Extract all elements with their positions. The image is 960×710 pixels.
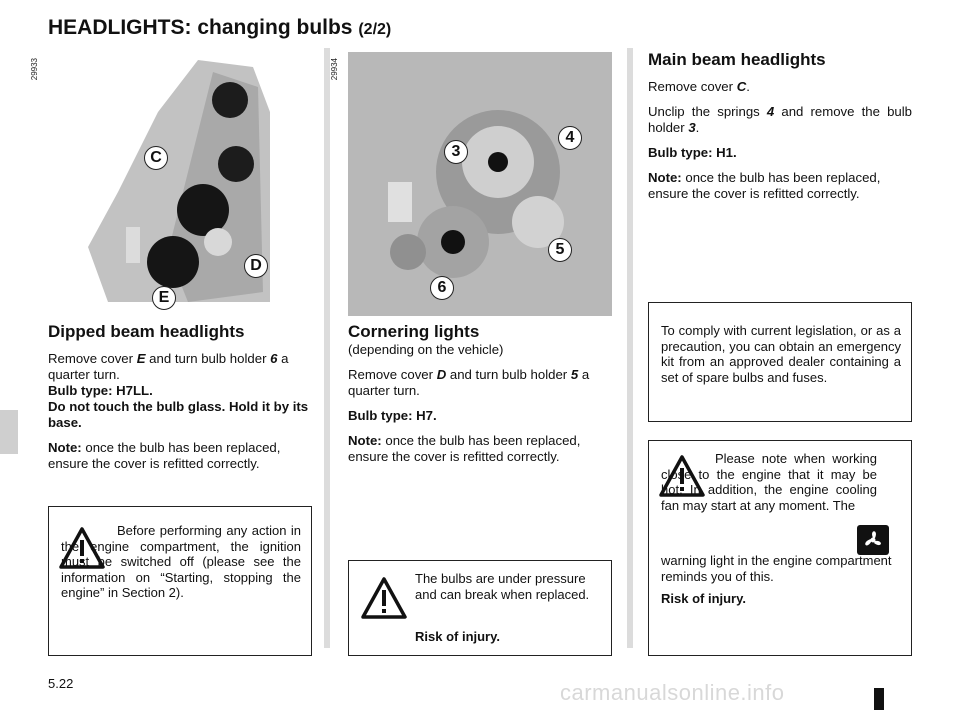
- section-tab: [0, 410, 18, 454]
- emergency-kit-box: [648, 302, 912, 422]
- page-title: HEADLIGHTS: changing bulbs (2/2): [48, 16, 392, 39]
- callout-3: 3: [444, 140, 468, 164]
- box-text: To comply with current legislation, or as a precaution, you can obtain an emergency kit from an approved dealer containing a set of spare bulbs and fuses.: [661, 323, 901, 385]
- cooling-fan-icon: [857, 525, 889, 555]
- section-heading: Dipped beam headlights: [48, 322, 245, 341]
- image-code: 29933: [30, 58, 39, 81]
- bulb-type: Bulb type: H7.: [348, 408, 437, 423]
- callout-6: 6: [430, 276, 454, 300]
- column-divider: [627, 48, 633, 648]
- callout-c: C: [144, 146, 168, 170]
- warning-text: Do not touch the bulb glass. Hold it by its base.: [48, 399, 309, 430]
- headlight-drawing: [48, 52, 310, 314]
- bulbs-drawing: [348, 52, 612, 316]
- bulb-pressure-box: [348, 560, 612, 656]
- dipped-beam-section: [48, 322, 312, 472]
- footer-watermark: carmanualsonline.info: [560, 680, 785, 705]
- cornering-lights-section: [348, 322, 614, 465]
- paragraph: Remove cover D and turn bulb holder 5 a quarter turn.: [348, 367, 590, 398]
- paragraph: Unclip the springs 4 and remove the bulb holder 3.: [648, 104, 912, 135]
- column-divider: [324, 48, 330, 648]
- image-code: 29934: [330, 58, 339, 81]
- hot-engine-box: [648, 440, 912, 656]
- engine-warning-box: [48, 506, 312, 656]
- callout-5: 5: [548, 238, 572, 262]
- subheading: (depending on the vehicle): [348, 342, 504, 357]
- box-text: Before performing any action in the engine compartment, the ignition must be switched off (please see the information on “Starting, stopping the engine” in Section 2).: [61, 523, 301, 600]
- box-text: warning light in the engine compartment reminds you of this.: [661, 553, 892, 584]
- section-heading: Main beam headlights: [648, 50, 826, 69]
- corner-mark: [874, 688, 884, 710]
- note: Note: once the bulb has been replaced, ensure the cover is refitted correctly.: [48, 440, 281, 471]
- main-beam-section: [648, 50, 912, 202]
- page-number: 5.22: [48, 676, 74, 691]
- paragraph: Remove cover E and turn bulb holder 6 a quarter turn.: [48, 351, 289, 382]
- callout-d: D: [244, 254, 268, 278]
- callout-4: 4: [558, 126, 582, 150]
- headlight-rear-image: [48, 52, 310, 314]
- bulb-type: Bulb type: H7LL.: [48, 383, 153, 398]
- box-text: The bulbs are under pressure and can break when replaced.: [415, 571, 590, 602]
- note: Note: once the bulb has been replaced, ensure the cover is refitted correctly.: [348, 433, 581, 464]
- risk-label: Risk of injury.: [661, 591, 746, 606]
- risk-label: Risk of injury.: [415, 629, 500, 644]
- box-text: Please note when working close to the engine that it may be hot. In addition, the engine cooling fan may start at any moment. The: [661, 451, 877, 513]
- callout-e: E: [152, 286, 176, 310]
- section-heading: Cornering lights: [348, 322, 480, 341]
- bulb-type: Bulb type: H1.: [648, 145, 737, 160]
- paragraph: Remove cover C.: [648, 79, 750, 94]
- headlight-bulbs-image: [348, 52, 612, 316]
- warning-triangle-icon: [361, 577, 407, 619]
- note: Note: once the bulb has been replaced, ensure the cover is refitted correctly.: [648, 170, 881, 201]
